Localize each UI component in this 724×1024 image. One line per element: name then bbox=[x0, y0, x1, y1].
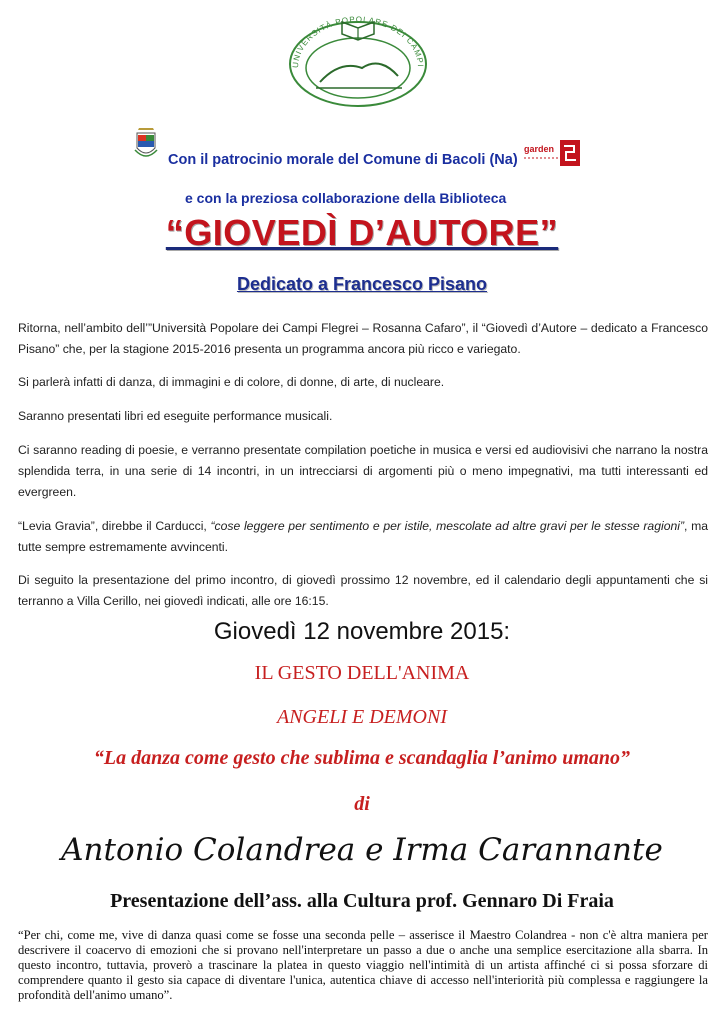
event-date: Giovedì 12 novembre 2015: bbox=[213, 618, 511, 645]
event-title: IL GESTO DELL'ANIMA bbox=[254, 662, 470, 684]
patrocinio-text: Con il patrocinio morale del Comune di Bacoli (Na) bbox=[168, 152, 518, 168]
intro-paragraph: Ritorna, nell’ambito dell’”Università Popolare dei Campi Flegrei – Rosanna Cafaro”, il “Giovedì d’Autore – dedicato a Francesco Pisano” che, per la stagione 2015-2016 presenta un programma ancora più ricco e variegato. bbox=[18, 321, 708, 356]
books-paragraph: Saranno presentati libri ed eseguite performance musicali. bbox=[18, 409, 333, 423]
levia-end: , ma tutte sempre estremamente avvincenti. bbox=[18, 519, 709, 554]
comune-crest-icon bbox=[133, 126, 159, 162]
event-di: di bbox=[354, 793, 370, 815]
event-subtitle: ANGELI E DEMONI bbox=[277, 706, 447, 728]
university-ring-text: UNIVERSITÀ POPOLARE DEI CAMPI bbox=[290, 14, 426, 69]
garden-logo bbox=[522, 138, 582, 168]
collaborazione-text: e con la preziosa collaborazione della Biblioteca bbox=[185, 190, 507, 206]
carducci-quote: “cose leggere per sentimento e per istile, mescolate ad altre gravi per le stesse ragioni” bbox=[210, 519, 685, 533]
levia-gravia-paragraph bbox=[18, 516, 708, 558]
event-quote: “La danza come gesto che sublima e scandaglia l’animo umano” bbox=[93, 747, 631, 769]
colandrea-quote-text: “Per chi, come me, vive di danza quasi come se fosse una seconda pelle – asserisce il Maestro Colandrea - non c'è altra maniera per descrivere il coacervo di emozioni che si provano nell'interpretare un passo a due o anche una semplice esercitazione alla sbarra. In questo incontro, tuttavia, proverò a trascinare la platea in questo viaggio nell'intimità di un artista affinché ci si possa sforzare di comprendere quanto il gesto sia capace di diventare l'unica, autentica chiave di accesso nell'interiorità più complessa e raggiungere la profondità dell'animo umano”. bbox=[18, 928, 708, 1002]
university-logo bbox=[280, 8, 436, 110]
reading-paragraph: Ci saranno reading di poesie, e verranno presentate compilation poetiche in musica e versi ed audiovisivi che narrano la nostra splendida terra, in una serie di 14 incontri, in un intrecciarsi di argomenti più o meno impegnativi, ma tutti interessanti ed evergreen. bbox=[18, 443, 708, 499]
topics-paragraph: Si parlerà infatti di danza, di immagini e di colore, di donne, di arte, di nucleare. bbox=[18, 375, 445, 389]
levia-start: “Levia Gravia”, direbbe il Carducci, bbox=[18, 519, 211, 533]
garden-logo-text: garden bbox=[524, 144, 555, 154]
event-authors: Antonio Colandrea e Irma Carannante bbox=[61, 832, 663, 868]
event-presenter: Presentazione dell’ass. alla Cultura prof. Gennaro Di Fraia bbox=[110, 890, 614, 912]
page-subtitle: Dedicato a Francesco Pisano bbox=[236, 274, 488, 294]
schedule-paragraph: Di seguito la presentazione del primo incontro, di giovedì prossimo 12 novembre, ed il calendario degli appuntamenti che si terranno a Villa Cerillo, nei giovedì indicati, alle ore 16:15. bbox=[18, 573, 708, 608]
page-title: “GIOVEDÌ D’AUTORE” bbox=[165, 212, 559, 253]
